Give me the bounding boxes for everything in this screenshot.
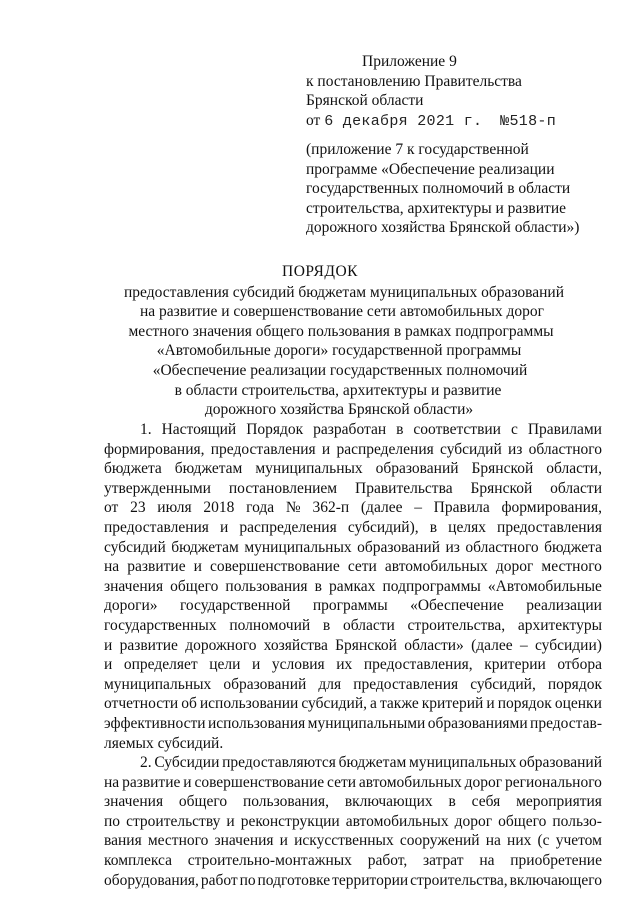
- text-line: [104, 420, 602, 440]
- word: общего: [170, 577, 219, 595]
- paragraph-1: [104, 420, 602, 753]
- word: от: [104, 499, 119, 517]
- word: субсидий,: [470, 675, 536, 693]
- word: предоставления: [353, 675, 459, 693]
- word: субсидий),: [347, 518, 419, 536]
- word: дороги»: [104, 597, 158, 615]
- text-line: [104, 577, 602, 597]
- appendix-reference-block: [306, 140, 606, 238]
- word: Правила: [433, 499, 490, 517]
- word: включающих: [344, 793, 433, 811]
- word: учетом: [555, 832, 602, 850]
- word: вания: [104, 832, 142, 850]
- appendix-reference-line: строительства, архитектуры и развитие: [306, 199, 566, 217]
- word: автомобильных: [345, 812, 449, 830]
- word: совершенствование: [210, 558, 340, 576]
- word: искусственных: [294, 832, 394, 850]
- word: эффективности: [104, 714, 206, 732]
- title-line: предоставления субсидий бюджетам муниципальных образований: [123, 283, 564, 301]
- word: в: [322, 616, 331, 634]
- word: в: [429, 518, 438, 536]
- word: совершенствование: [194, 773, 325, 791]
- word: муниципальных: [255, 460, 363, 478]
- word: 1.: [140, 421, 152, 438]
- word: значения: [104, 793, 164, 811]
- word: местного: [147, 832, 209, 850]
- word: года: [246, 499, 275, 517]
- word: и: [321, 440, 331, 458]
- word: по: [104, 812, 121, 830]
- word: сети: [347, 558, 377, 576]
- word: в: [448, 793, 456, 811]
- word: –: [414, 499, 422, 517]
- text-line: [104, 636, 602, 656]
- appendix-date-row: [306, 111, 606, 132]
- word: и: [193, 558, 202, 576]
- word: субсидий: [440, 440, 502, 458]
- word: и: [226, 812, 235, 830]
- word: государственных: [104, 616, 217, 634]
- word: июля: [157, 499, 192, 517]
- word: использования: [207, 714, 306, 732]
- appendix-block: [306, 52, 606, 131]
- word: образований: [519, 754, 602, 772]
- word: формирования,: [104, 440, 205, 458]
- word: об: [181, 695, 197, 713]
- word: строительства,: [410, 871, 508, 889]
- word: муниципальных: [409, 754, 517, 772]
- word: областного: [465, 538, 539, 556]
- word: реализации: [526, 597, 602, 615]
- word: сети: [327, 773, 357, 791]
- word: пользования,: [242, 793, 329, 811]
- word: и: [220, 518, 229, 536]
- word: подготовке: [257, 871, 331, 889]
- word: Субсидии: [154, 754, 220, 772]
- word: по: [239, 871, 256, 889]
- appendix-date: 6 декабря 2021 г.: [324, 112, 483, 130]
- text-line: [104, 714, 602, 734]
- word: строительству: [126, 812, 221, 830]
- word: затрат: [422, 852, 464, 870]
- appendix-resolution: к постановлению Правительства: [306, 72, 522, 90]
- word: в: [314, 577, 322, 595]
- word: приобретение: [510, 852, 602, 870]
- word: бюджетам: [338, 754, 407, 772]
- word: пользо-: [552, 812, 602, 830]
- word: целях: [448, 518, 486, 536]
- word: области: [550, 479, 602, 497]
- word: муниципальных: [104, 675, 212, 693]
- word: общего: [178, 793, 228, 811]
- word: работ: [200, 871, 238, 889]
- title-line: «Автомобильные дороги» государственной программы: [156, 342, 522, 360]
- word: образований: [375, 460, 459, 478]
- word: и: [104, 656, 113, 674]
- word: муниципальными: [307, 714, 426, 732]
- word: Порядок: [246, 421, 304, 438]
- word: значения: [104, 577, 164, 595]
- word: из: [445, 538, 460, 556]
- paragraph-2: [104, 753, 602, 890]
- word: мероприятия: [516, 793, 602, 811]
- word: областного: [528, 440, 602, 458]
- word: дорог: [495, 558, 534, 576]
- word: предоставления,: [363, 656, 473, 674]
- word: развитие: [122, 773, 181, 791]
- appendix-date-prefix: от: [306, 111, 321, 129]
- word: предоставления: [497, 518, 602, 536]
- word: постановлением: [228, 479, 338, 497]
- word: разработан: [313, 421, 387, 438]
- word: регионального: [505, 773, 602, 791]
- word: и: [183, 773, 192, 791]
- document-body: [104, 420, 602, 890]
- word: включающего: [509, 871, 602, 889]
- word: бюджета: [544, 538, 602, 556]
- word: области,: [546, 460, 602, 478]
- word: рамках: [329, 577, 376, 595]
- word: реконструкции: [240, 812, 340, 830]
- word: определяет: [123, 656, 198, 674]
- word: (далее: [360, 499, 403, 517]
- word: области»: [404, 636, 464, 654]
- word: строительно-монтажных: [187, 852, 352, 870]
- word: критерий: [421, 695, 484, 713]
- appendix-doc-number: №518-п: [500, 112, 557, 130]
- text-line: [104, 812, 602, 832]
- word: их: [336, 656, 353, 674]
- text-line: [104, 538, 602, 558]
- word: работ,: [367, 852, 408, 870]
- title-line: местного значения общего пользования в рамках подпрограммы: [128, 322, 554, 340]
- word: субсидий,: [301, 695, 368, 713]
- word: строительства,: [407, 616, 506, 634]
- title-line: в области строительства, архитектуры и развитие: [174, 381, 502, 399]
- word: №: [285, 499, 301, 517]
- word: Настоящий: [161, 421, 237, 438]
- text-line: [104, 440, 602, 460]
- word: общего: [498, 812, 547, 830]
- text-line: [104, 871, 602, 891]
- text-line: [104, 557, 602, 577]
- appendix-region: Брянской области: [306, 92, 424, 110]
- word: и: [104, 636, 113, 654]
- word: Брянской: [471, 460, 534, 478]
- text-line: [104, 773, 602, 793]
- word: отчетности: [104, 695, 179, 713]
- word: подпрограммы: [382, 577, 481, 595]
- word: архитектуры: [517, 616, 602, 634]
- appendix-number: Приложение 9: [362, 53, 457, 70]
- word: а: [370, 695, 377, 713]
- word: Брянской: [335, 636, 397, 654]
- word: использовании: [199, 695, 299, 713]
- word: для: [318, 675, 342, 693]
- word: и: [486, 695, 495, 713]
- word: хозяйства: [263, 636, 328, 654]
- word: образований: [357, 538, 441, 556]
- word: на: [485, 832, 501, 850]
- word: предоставления: [104, 518, 209, 536]
- word: «Автомобильные: [487, 577, 602, 595]
- text-line: [104, 596, 602, 616]
- word: из: [508, 440, 523, 458]
- word: и: [251, 656, 261, 674]
- word: программы: [312, 597, 388, 615]
- word: Брянской: [470, 479, 533, 497]
- word: развитие: [119, 636, 178, 654]
- word: значения: [214, 832, 274, 850]
- document-title: [0, 262, 640, 420]
- word: образований: [223, 675, 307, 693]
- word: (далее: [471, 636, 513, 654]
- word: комплекса: [104, 852, 173, 870]
- word: –: [519, 636, 528, 654]
- word: дорог: [464, 773, 503, 791]
- word: полномочий: [229, 616, 311, 634]
- text-line: [104, 734, 602, 754]
- word: условия: [271, 656, 325, 674]
- text-line: [104, 459, 602, 479]
- word: цели: [209, 656, 241, 674]
- word: порядок: [497, 695, 552, 713]
- word: на: [104, 558, 120, 576]
- text-line: [104, 518, 602, 538]
- word: оценки: [554, 695, 602, 713]
- word: с: [510, 421, 518, 438]
- word: 362-п: [312, 499, 350, 517]
- word: и: [279, 832, 288, 850]
- text-line: [104, 694, 602, 714]
- title-line: дорожного хозяйства Брянской области»: [204, 401, 474, 419]
- word: себя: [471, 793, 501, 811]
- word: на: [104, 773, 120, 791]
- word: Правительства: [355, 479, 453, 497]
- word: предоставляются: [222, 754, 336, 772]
- appendix-reference-line: дорожного хозяйства Брянской области»): [306, 219, 580, 237]
- word: дорог: [454, 812, 493, 830]
- word: дорожного: [185, 636, 257, 654]
- word: соответствии: [413, 421, 501, 438]
- word: утвержденными: [104, 479, 211, 497]
- text-line: [104, 498, 602, 518]
- word: автомобильных: [384, 558, 488, 576]
- word: области: [342, 616, 395, 634]
- word: бюджетам: [171, 538, 239, 556]
- word: распределения: [336, 440, 434, 458]
- word: образованиями: [427, 714, 528, 732]
- text-line: [104, 479, 602, 499]
- word: автомобильных: [358, 773, 462, 791]
- word: (с: [537, 832, 550, 850]
- word: в: [396, 421, 404, 438]
- word: Правилами: [527, 421, 602, 438]
- word: субсидии): [534, 636, 602, 654]
- text-line: [104, 616, 602, 636]
- word: распределения: [239, 518, 337, 536]
- word: критерии: [484, 656, 546, 674]
- word: развитие: [127, 558, 186, 576]
- word: бюджета: [104, 460, 162, 478]
- word: также: [379, 695, 419, 713]
- word: государственной: [179, 597, 291, 615]
- word: на: [479, 852, 495, 870]
- word: «Обеспечение: [410, 597, 504, 615]
- text-line: [104, 655, 602, 675]
- word: предоставления: [210, 440, 316, 458]
- title-line: «Обеспечение реализации государственных полномочий: [152, 361, 528, 379]
- word: 2018: [203, 499, 235, 517]
- text-line: [104, 675, 602, 695]
- text-line: [104, 792, 602, 812]
- title-heading: ПОРЯДОК: [282, 263, 358, 280]
- word: порядок: [547, 675, 602, 693]
- word: бюджетам: [174, 460, 243, 478]
- title-line: на развитие и совершенствование сети автомобильных дорог: [139, 303, 545, 321]
- word: 23: [130, 499, 146, 517]
- word: ляемых субсидий.: [104, 734, 224, 752]
- appendix-reference-line: программе «Обеспечение реализации: [306, 160, 555, 178]
- appendix-reference-line: (приложение 7 к государственной: [306, 141, 529, 158]
- word: субсидий: [104, 538, 166, 556]
- word: пользования: [225, 577, 308, 595]
- text-line: [104, 851, 602, 871]
- word: отбора: [557, 656, 602, 674]
- word: 2.: [140, 754, 152, 772]
- word: территории: [332, 871, 409, 889]
- word: оборудования,: [104, 871, 199, 889]
- word: муниципальных: [244, 538, 352, 556]
- word: них: [507, 832, 532, 850]
- word: предостав-: [530, 714, 602, 732]
- word: формирования,: [501, 499, 602, 517]
- word: сооружений: [399, 832, 480, 850]
- text-line: [104, 831, 602, 851]
- word: местного: [541, 558, 602, 576]
- appendix-reference-line: государственных полномочий в области: [306, 180, 571, 198]
- text-line: [104, 753, 602, 773]
